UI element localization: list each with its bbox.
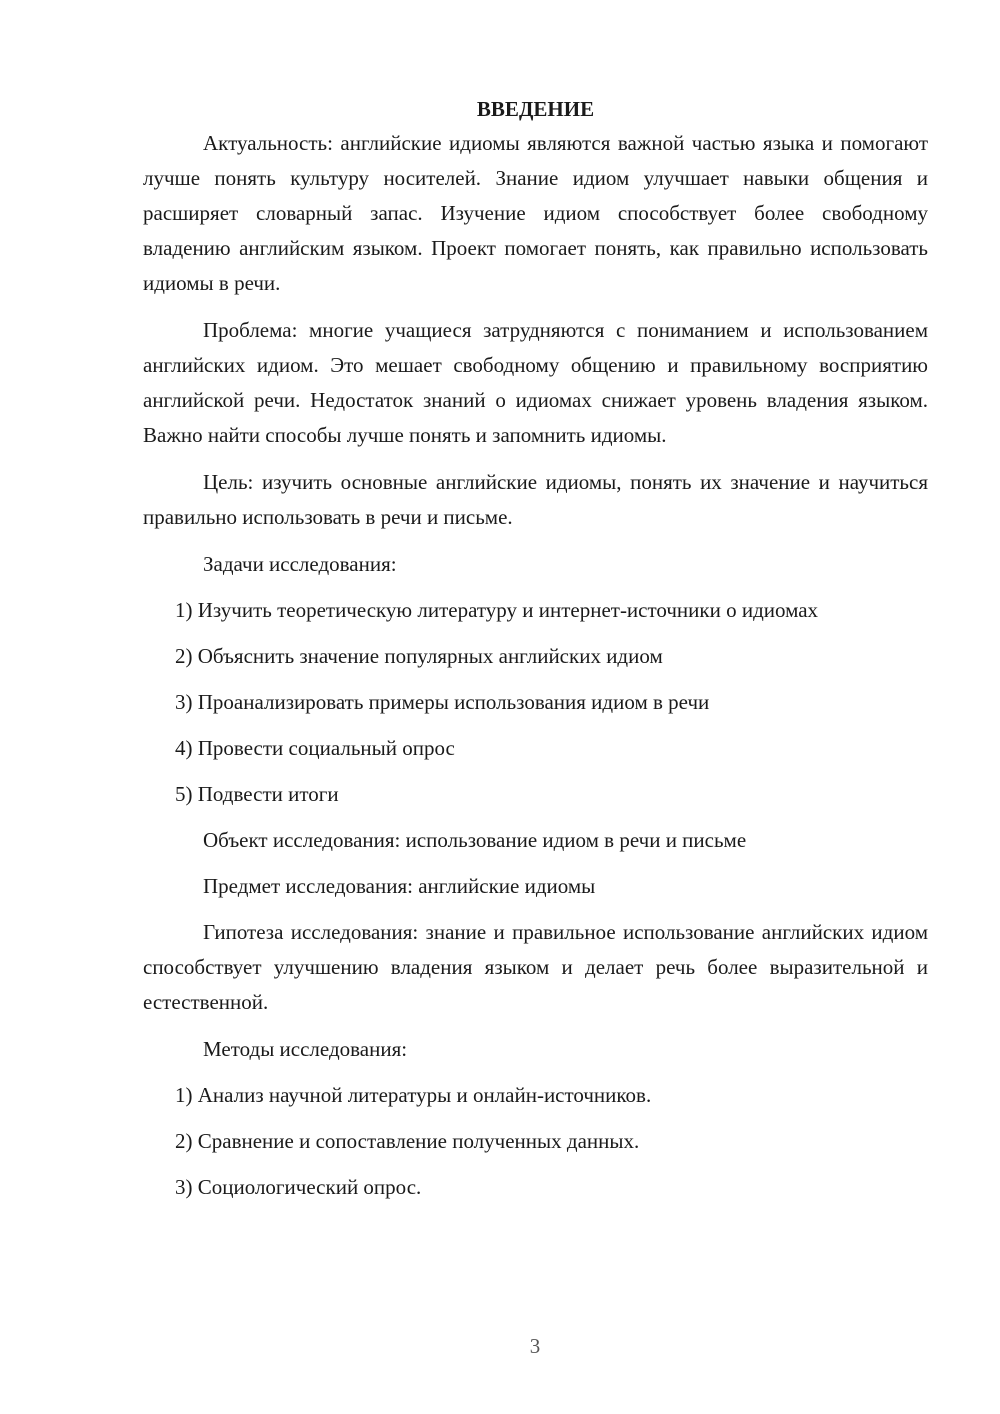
goal-paragraph: Цель: изучить основные английские идиомы, понять их значение и научиться правильно использовать в речи и письме. bbox=[143, 470, 928, 529]
hypothesis-paragraph: Гипотеза исследования: знание и правильное использование английских идиом способствует улучшению владения языком и делает речь более выразительной и естественной. bbox=[143, 920, 928, 1014]
method-item: 1) Анализ научной литературы и онлайн-источников. bbox=[175, 1083, 652, 1107]
methods-heading: Методы исследования: bbox=[203, 1037, 408, 1061]
tasks-list bbox=[143, 593, 928, 812]
method-item: 2) Сравнение и сопоставление полученных данных. bbox=[175, 1129, 640, 1153]
task-item: 3) Проанализировать примеры использования идиом в речи bbox=[175, 690, 710, 714]
research-object: Объект исследования: использование идиом в речи и письме bbox=[203, 828, 747, 852]
research-subject: Предмет исследования: английские идиомы bbox=[203, 874, 596, 898]
method-item: 3) Социологический опрос. bbox=[175, 1175, 422, 1199]
document-page bbox=[143, 92, 928, 1216]
tasks-heading: Задачи исследования: bbox=[203, 552, 397, 576]
task-item: 4) Провести социальный опрос bbox=[175, 736, 455, 760]
task-item: 5) Подвести итоги bbox=[175, 782, 339, 806]
task-item: 2) Объяснить значение популярных английских идиом bbox=[175, 644, 663, 668]
document-title: ВВЕДЕНИЕ bbox=[476, 97, 595, 121]
task-item: 1) Изучить теоретическую литературу и интернет-источники о идиомах bbox=[175, 598, 819, 622]
page-number: 3 bbox=[529, 1334, 541, 1358]
problem-paragraph: Проблема: многие учащиеся затрудняются с пониманием и использованием английских идиом. Это мешает свободному общению и правильному восприятию английской речи. Недостаток знаний о идиомах снижает уровень владения языком. Важно найти способы лучше понять и запомнить идиомы. bbox=[143, 318, 928, 447]
relevance-paragraph: Актуальность: английские идиомы являются важной частью языка и помогают лучше понять культуру носителей. Знание идиом улучшает навыки общения и расширяет словарный запас. Изучение идиом способствует более свободному владению английским языком. Проект помогает понять, как правильно использовать идиомы в речи. bbox=[143, 131, 928, 295]
methods-list bbox=[143, 1078, 928, 1205]
